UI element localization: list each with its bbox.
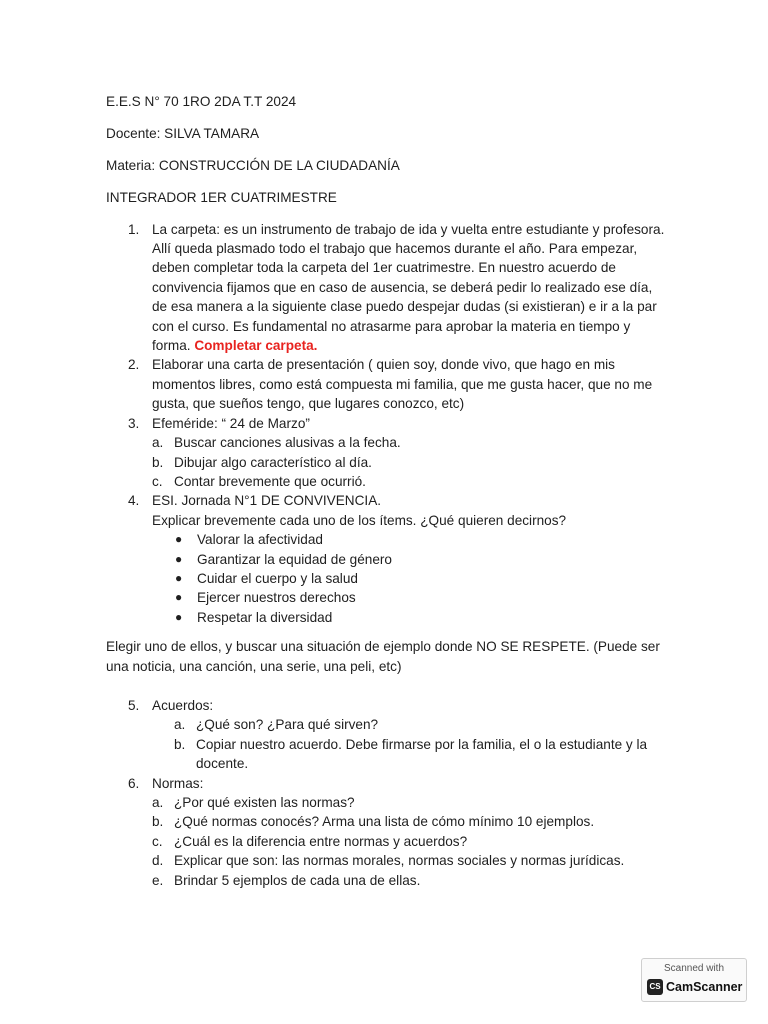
task-item bbox=[106, 491, 666, 627]
subtask-letter: a. bbox=[152, 795, 164, 810]
bullet-icon: ● bbox=[175, 532, 183, 547]
task-number: 1. bbox=[128, 221, 140, 237]
scanned-with-label: Scanned with bbox=[663, 963, 725, 974]
subtask-text: Dibujar algo característico al día. bbox=[174, 454, 372, 470]
task-text: Normas: bbox=[152, 775, 204, 791]
bullet-item bbox=[175, 569, 666, 588]
task-text: Efeméride: “ 24 de Marzo” bbox=[152, 415, 310, 431]
bullet-item bbox=[175, 530, 666, 549]
task-list-continued bbox=[106, 696, 666, 890]
bullet-text: Ejercer nuestros derechos bbox=[197, 590, 356, 606]
subtask-text: Contar brevemente que ocurrió. bbox=[174, 473, 366, 489]
school-line: E.E.S N° 70 1RO 2DA T.T 2024 bbox=[106, 94, 297, 109]
subtask-letter: c. bbox=[152, 833, 163, 849]
subtask-text: ¿Cuál es la diferencia entre normas y acuerdos? bbox=[174, 833, 468, 849]
task-list bbox=[106, 220, 666, 628]
subtask-item bbox=[174, 735, 666, 774]
subtask-item bbox=[152, 832, 666, 851]
task-highlight: Completar carpeta. bbox=[194, 338, 318, 354]
instruction-paragraph: Elegir uno de ellos, y buscar una situación de ejemplo donde NO SE RESPETE. (Puede ser una noticia, una canción, una serie, una peli, etc) bbox=[106, 639, 660, 674]
bullet-item bbox=[175, 550, 666, 569]
bullet-text: Cuidar el cuerpo y la salud bbox=[197, 570, 358, 586]
task-instruction: Explicar brevemente cada uno de los ítems. ¿Qué quieren decirnos? bbox=[152, 512, 567, 528]
subtask-list bbox=[152, 793, 666, 890]
bullet-icon: ● bbox=[175, 590, 183, 605]
subtask-list bbox=[152, 433, 666, 491]
subtask-item bbox=[152, 851, 666, 870]
camscanner-logo-icon: CS bbox=[647, 979, 663, 995]
subtask-letter: b. bbox=[152, 814, 164, 830]
subtask-text: Explicar que son: las normas morales, normas sociales y normas jurídicas. bbox=[174, 853, 625, 869]
subtask-item bbox=[152, 812, 666, 831]
subtask-letter: a. bbox=[152, 435, 164, 451]
bullet-icon: ● bbox=[175, 609, 183, 624]
teacher-line: Docente: SILVA TAMARA bbox=[106, 125, 260, 141]
task-item bbox=[106, 774, 666, 890]
subtask-item bbox=[174, 715, 666, 734]
bullet-icon: ● bbox=[175, 551, 183, 566]
task-item bbox=[106, 220, 666, 356]
subtask-letter: b. bbox=[152, 454, 164, 470]
task-text: ESI. Jornada N°1 DE CONVIVENCIA. bbox=[152, 493, 382, 509]
camscanner-brand: CamScanner bbox=[666, 980, 743, 994]
subtask-item bbox=[152, 433, 666, 452]
bullet-item bbox=[175, 588, 666, 607]
task-number: 4. bbox=[128, 493, 140, 509]
subtask-text: ¿Qué son? ¿Para qué sirven? bbox=[196, 717, 379, 733]
task-number: 3. bbox=[128, 415, 140, 431]
subtask-text: ¿Por qué existen las normas? bbox=[174, 795, 355, 810]
subtask-list bbox=[152, 715, 666, 773]
bullet-icon: ● bbox=[175, 570, 183, 585]
subtask-item bbox=[152, 472, 666, 491]
task-number: 5. bbox=[128, 697, 140, 713]
document-page bbox=[106, 92, 666, 890]
subtask-item bbox=[152, 793, 666, 812]
bullet-text: Valorar la afectividad bbox=[197, 532, 323, 548]
subtask-item bbox=[152, 453, 666, 472]
task-text: Elaborar una carta de presentación ( quien soy, donde vivo, que hago en mis momentos libres, como está compuesta mi familia, que me gusta hacer, que no me gusta, que sueños tengo, que lugares conozco, etc) bbox=[152, 357, 653, 412]
subtask-letter: a. bbox=[174, 717, 186, 733]
bullet-list bbox=[152, 530, 666, 627]
task-text: Acuerdos: bbox=[152, 697, 214, 713]
camscanner-watermark bbox=[641, 958, 747, 1002]
subtask-letter: b. bbox=[174, 736, 186, 752]
task-item bbox=[106, 414, 666, 492]
document-title: INTEGRADOR 1ER CUATRIMESTRE bbox=[106, 189, 337, 205]
subtask-text: Brindar 5 ejemplos de cada una de ellas. bbox=[174, 872, 421, 888]
subtask-text: ¿Qué normas conocés? Arma una lista de cómo mínimo 10 ejemplos. bbox=[174, 814, 595, 830]
task-number: 2. bbox=[128, 357, 140, 373]
task-number: 6. bbox=[128, 775, 140, 791]
task-text: La carpeta: es un instrumento de trabajo de ida y vuelta entre estudiante y profesora. Allí queda plasmado todo el trabajo que hacemos durante el año. Para empezar, deben completar toda la carpeta del 1er cuatrimestre. En nuestro acuerdo de convivencia fijamos que en caso de ausencia, se deberá pedir lo realizado ese día, de esa manera a la siguiente clase puedo despejar dudas (si existieran) e ir a la par con el curso. Es fundamental no atrasarme para aprobar la materia en tiempo y forma. bbox=[152, 221, 665, 354]
subtask-letter: c. bbox=[152, 473, 163, 489]
task-item bbox=[106, 355, 666, 413]
subject-line: Materia: CONSTRUCCIÓN DE LA CIUDADANÍA bbox=[106, 157, 400, 173]
bullet-text: Garantizar la equidad de género bbox=[197, 551, 392, 567]
task-item bbox=[106, 696, 666, 774]
bullet-text: Respetar la diversidad bbox=[197, 609, 333, 625]
subtask-item bbox=[152, 871, 666, 890]
subtask-letter: d. bbox=[152, 853, 164, 869]
subtask-letter: e. bbox=[152, 872, 164, 888]
subtask-text: Copiar nuestro acuerdo. Debe firmarse por la familia, el o la estudiante y la docente. bbox=[196, 736, 648, 772]
subtask-text: Buscar canciones alusivas a la fecha. bbox=[174, 435, 401, 451]
bullet-item bbox=[175, 608, 666, 627]
